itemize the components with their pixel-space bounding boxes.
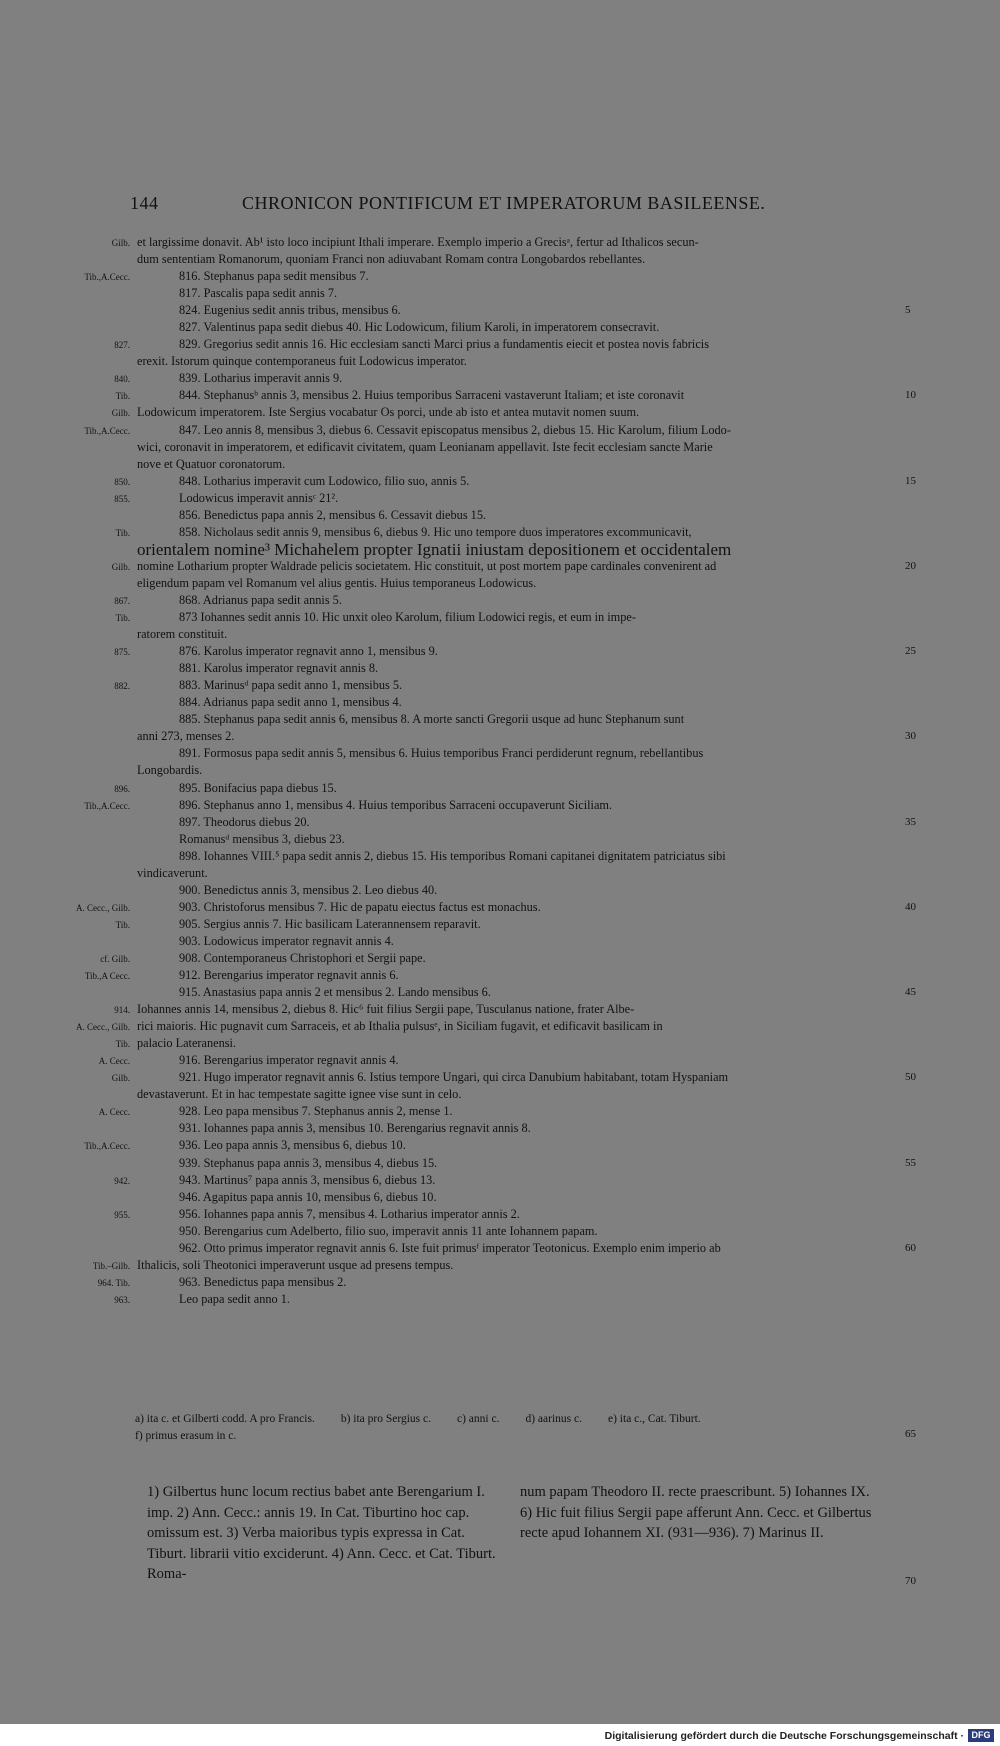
line-text: ratorem constituit. [137, 627, 228, 642]
line-text: 939. Stephanus papa annis 3, mensibus 4, diebus 15. [179, 1155, 438, 1170]
line-text: rici maioris. Hic pugnavit cum Sarraceis, et ab Ithalia pulsusᵉ, in Siciliam fugavit, et edificavit basilicam in [137, 1019, 663, 1034]
line-text: Leo papa sedit anno 1. [179, 1291, 290, 1306]
text-line [0, 404, 1000, 421]
text-line [0, 251, 1000, 268]
text-line [0, 950, 1000, 967]
apparatus-note: d) aarinus c. [525, 1413, 582, 1425]
text-line [0, 660, 1000, 677]
line-text: Iohannes annis 14, mensibus 2, diebus 8. Hic⁶ fuit filius Sergii pape, Tusculanus natione, frater Albe- [137, 1002, 635, 1017]
line-text: 827. Valentinus papa sedit diebus 40. Hic Lodowicum, filium Karoli, in imperatorem consecravit. [179, 320, 660, 335]
text-line [0, 831, 1000, 848]
footer-bar [0, 1724, 1000, 1746]
text-line [0, 745, 1000, 762]
line-number: 30 [905, 730, 916, 743]
source-siglum: 827. [114, 340, 130, 351]
source-siglum: A. Cecc., Gilb. [76, 902, 130, 913]
line-text: wici, coronavit in imperatorem, et edificavit civitatem, quam Leonianam appellavit. Iste fecit ecclesiam sancte Marie [137, 439, 713, 454]
source-siglum: 914. [114, 1005, 130, 1016]
notes-left-column: 1) Gilbertus hunc locum rectius babet ante Berengarium I. imp. 2) Ann. Cecc.: annis 19. In Cat. Tiburtino hoc cap. omissum est. 3) Verba maioribus typis expressa in Cat. Tiburt. librarii vitio exciderunt. 4) Ann. Cecc. et Cat. Tiburt. Roma- [147, 1484, 496, 1582]
text-line [0, 694, 1000, 711]
source-siglum: A. Cecc. [98, 1107, 130, 1118]
text-line [0, 422, 1000, 439]
text-line [0, 1137, 1000, 1154]
source-siglum: cf. Gilb. [100, 953, 130, 964]
text-line [0, 1086, 1000, 1103]
source-siglum: 963. [114, 1294, 130, 1305]
line-text: et largissime donavit. Ab¹ isto loco incipiunt Ithali imperare. Exemplo imperio a Grecisᵃ, fertur ad Ithalicos secun- [137, 235, 699, 249]
apparatus-note: b) ita pro Sergius c. [340, 1413, 431, 1425]
text-line [0, 592, 1000, 609]
line-number: 35 [905, 815, 916, 828]
textual-apparatus [135, 1411, 905, 1445]
text-line [0, 797, 1000, 814]
source-siglum: 867. [114, 595, 130, 606]
line-text: Longobardis. [137, 763, 203, 778]
text-line [0, 507, 1000, 524]
text-line [0, 1274, 1000, 1291]
line-text: 817. Pascalis papa sedit annis 7. [179, 286, 338, 301]
line-text: 844. Stephanusᵇ annis 3, mensibus 2. Huius temporibus Sarraceni vastaverunt Italiam; et iste coronavit [179, 388, 685, 403]
source-siglum: Tib.–Gilb. [92, 1260, 130, 1271]
line-text: 824. Eugenius sedit annis tribus, mensibus 6. [179, 303, 401, 318]
line-text: orientalem nomine³ Michahelem propter Ignatii iniustam depositionem et occidentalem [137, 539, 732, 559]
source-siglum: 875. [114, 647, 130, 658]
text-line [0, 439, 1000, 456]
text-line [0, 234, 1000, 251]
text-line [0, 353, 1000, 370]
source-siglum: Tib. [115, 1039, 130, 1050]
text-line [0, 1018, 1000, 1035]
text-line [0, 1103, 1000, 1120]
line-text: 873 Iohannes sedit annis 10. Hic unxit oleo Karolum, filium Lodowici regis, et eum in impe- [179, 610, 636, 625]
line-text: 839. Lotharius imperavit annis 9. [179, 371, 343, 386]
line-text: nomine Lotharium propter Waldrade pelicis societatem. Hic constituit, ut post mortem pape cardinales convenirent ad [137, 558, 717, 573]
text-line [0, 456, 1000, 473]
text-line [0, 814, 1000, 831]
text-line [0, 711, 1000, 728]
line-number: 25 [905, 645, 916, 658]
source-siglum: 855. [114, 493, 130, 504]
line-text: 868. Adrianus papa sedit annis 5. [179, 592, 342, 607]
text-line [0, 268, 1000, 285]
text-line [0, 967, 1000, 984]
text-line [0, 1223, 1000, 1240]
line-number: 50 [905, 1071, 916, 1084]
source-siglum: Tib.,A.Cecc. [84, 272, 130, 283]
line-text: 884. Adrianus papa sedit anno 1, mensibus 4. [179, 695, 402, 710]
line-text: 896. Stephanus anno 1, mensibus 4. Huius temporibus Sarraceni occupaverunt Siciliam. [179, 797, 613, 812]
line-text: 900. Benedictus annis 3, mensibus 2. Leo diebus 40. [179, 882, 438, 897]
line-text: 897. Theodorus diebus 20. [179, 814, 310, 829]
source-siglum: 964. Tib. [97, 1277, 130, 1288]
text-line [0, 1069, 1000, 1086]
apparatus-note: c) anni c. [457, 1413, 500, 1425]
text-line [0, 728, 1000, 745]
apparatus-row [135, 1428, 905, 1445]
line-text: 943. Martinus⁷ papa annis 3, mensibus 6, diebus 13. [179, 1172, 436, 1187]
text-line [0, 370, 1000, 387]
text-line [0, 626, 1000, 643]
line-text: 928. Leo papa mensibus 7. Stephanus annis 2, mense 1. [179, 1104, 453, 1119]
text-line [0, 899, 1000, 916]
text-line [0, 1172, 1000, 1189]
text-line [0, 336, 1000, 353]
text-line [0, 882, 1000, 899]
source-siglum: Tib. [115, 527, 130, 538]
apparatus-row [135, 1411, 905, 1428]
line-text: 916. Berengarius imperator regnavit annis 4. [179, 1053, 399, 1068]
line-number: 5 [905, 304, 911, 317]
source-siglum: 882. [114, 681, 130, 692]
apparatus-note: a) ita c. et Gilberti codd. A pro Francis. [135, 1413, 315, 1425]
source-siglum: Tib. [115, 613, 130, 624]
source-siglum: 896. [114, 783, 130, 794]
text-line [0, 1120, 1000, 1137]
line-text: 891. Formosus papa sedit annis 5, mensibus 6. Huius temporibus Franci perdiderunt regnum, rebellantibus [179, 746, 704, 761]
apparatus-note: f) primus erasum in c. [135, 1430, 237, 1442]
source-siglum: Tib. [115, 391, 130, 402]
line-text: 895. Bonifacius papa diebus 15. [179, 780, 337, 795]
digitization-credit: Digitalisierung gefördert durch die Deutsche Forschungsgemeinschaft · [604, 1730, 964, 1742]
line-text: 883. Marinusᵈ papa sedit anno 1, mensibus 5. [179, 678, 403, 693]
line-text: Ithalicis, soli Theotonici imperaverunt usque ad presens tempus. [137, 1257, 454, 1272]
line-text: erexit. Istorum quinque contemporaneus fuit Lodowicus imperator. [137, 354, 467, 369]
line-text: 829. Gregorius sedit annis 16. Hic ecclesiam sancti Marci prius a fundamentis eiecit et postea novis fabricis [179, 337, 709, 352]
source-siglum: 840. [114, 374, 130, 385]
text-line [0, 865, 1000, 882]
line-text: 847. Leo annis 8, mensibus 3, diebus 6. Cessavit episcopatus mensibus 2, diebus 15. Hic Karolum, filium Lodo- [179, 422, 731, 437]
text-line [0, 387, 1000, 404]
line-text: 898. Iohannes VIII.⁵ papa sedit annis 2, diebus 15. His temporibus Romani capitanei dignitatem patriciatus sibi [179, 848, 726, 863]
line-text: Lodowicus imperavit annisᶜ 21². [179, 490, 339, 505]
line-text: nove et Quatuor coronatorum. [137, 456, 286, 471]
text-line [0, 933, 1000, 950]
line-text: 931. Iohannes papa annis 3, mensibus 10. Berengarius regnavit annis 8. [179, 1121, 531, 1136]
chronicle-text [0, 234, 1000, 1308]
line-text: Lodowicum imperatorem. Iste Sergius vocabatur Os porci, unde ab isto et antea mutavit nomen suum. [137, 405, 640, 420]
line-text: anni 273, menses 2. [137, 729, 235, 744]
line-text: eligendum papam vel Romanum vel alius gentis. Huius temporaneus Lodowicus. [137, 575, 537, 590]
line-text: 946. Agapitus papa annis 10, mensibus 6, diebus 10. [179, 1189, 437, 1204]
line-text: 816. Stephanus papa sedit mensibus 7. [179, 269, 369, 284]
source-siglum: 955. [114, 1209, 130, 1220]
running-title: CHRONICON PONTIFICUM ET IMPERATORUM BASILEENSE. [242, 193, 766, 213]
text-line [0, 984, 1000, 1001]
source-siglum: A. Cecc., Gilb. [76, 1022, 130, 1033]
text-line [0, 677, 1000, 694]
source-siglum: 850. [114, 476, 130, 487]
line-text: vindicaverunt. [137, 865, 208, 880]
text-line [0, 473, 1000, 490]
text-line [0, 302, 1000, 319]
page-number: 144 [130, 193, 159, 213]
text-line [0, 575, 1000, 592]
text-line [0, 609, 1000, 626]
text-line [0, 1155, 1000, 1172]
text-line [0, 319, 1000, 336]
line-text: 962. Otto primus imperator regnavit annis 6. Iste fuit primusᶠ imperator Teotonicus. Exemplo enim imperio ab [179, 1240, 721, 1255]
line-number: 65 [905, 1428, 916, 1440]
source-siglum: Tib.,A.Cecc. [84, 425, 130, 436]
apparatus-note: e) ita c., Cat. Tiburt. [608, 1413, 701, 1425]
line-text: 903. Lodowicus imperator regnavit annis 4. [179, 933, 394, 948]
line-number: 60 [905, 1241, 916, 1254]
text-line [0, 1257, 1000, 1274]
source-siglum: Tib. [115, 919, 130, 930]
text-line [0, 643, 1000, 660]
line-text: Romanusᵈ mensibus 3, diebus 23. [179, 831, 345, 846]
text-line [0, 1240, 1000, 1257]
text-line [0, 285, 1000, 302]
line-text: 885. Stephanus papa sedit annis 6, mensibus 8. A morte sancti Gregorii usque ad hunc Stephanum sunt [179, 712, 685, 727]
source-siglum: Tib.,A Cecc. [84, 971, 130, 982]
dfg-logo: DFG [968, 1729, 994, 1742]
line-text: 950. Berengarius cum Adelberto, filio suo, imperavit annis 11 ante Iohannem papam. [179, 1223, 598, 1238]
line-text: devastaverunt. Et in hac tempestate sagitte ignee vise sunt in celo. [137, 1087, 462, 1102]
line-text: 858. Nicholaus sedit annis 9, mensibus 6, diebus 9. Hic uno tempore duos imperatores excommunicavit, [179, 524, 692, 539]
text-line [0, 848, 1000, 865]
source-siglum: Gilb. [111, 561, 130, 572]
source-siglum: Gilb. [111, 408, 130, 419]
line-number: 70 [905, 1575, 916, 1587]
source-siglum: Tib.,A.Cecc. [84, 800, 130, 811]
line-text: 881. Karolus imperator regnavit annis 8. [179, 661, 379, 676]
line-text: 921. Hugo imperator regnavit annis 6. Istius tempore Ungari, qui circa Danubium habitabant, totam Hyspaniam [179, 1070, 729, 1085]
text-line [0, 490, 1000, 507]
notes-right-column: num papam Theodoro II. recte praescribunt. 5) Iohannes IX. 6) Hic fuit filius Sergii pape afferunt Ann. Cecc. et Gilbertus recte apud Iohannem XI. (931—936). 7) Marinus II. [520, 1484, 872, 1541]
text-line [0, 1189, 1000, 1206]
line-number: 10 [905, 389, 916, 402]
line-text: dum sententiam Romanorum, quoniam Franci non adiuvabant Romam contra Longobardos rebellantes. [137, 252, 646, 267]
source-siglum: 942. [114, 1175, 130, 1186]
line-text: 915. Anastasius papa annis 2 et mensibus 2. Lando mensibus 6. [179, 985, 491, 1000]
line-text: 856. Benedictus papa annis 2, mensibus 6. Cessavit diebus 15. [179, 507, 487, 522]
text-line [0, 916, 1000, 933]
source-siglum: Gilb. [111, 1073, 130, 1084]
line-text: 876. Karolus imperator regnavit anno 1, mensibus 9. [179, 644, 438, 659]
text-line [0, 780, 1000, 797]
line-text: 905. Sergius annis 7. Hic basilicam Laterannensem reparavit. [179, 916, 481, 931]
line-number: 55 [905, 1156, 916, 1169]
text-line [0, 1035, 1000, 1052]
text-line [0, 541, 1000, 558]
line-number: 15 [905, 474, 916, 487]
line-text: palacio Lateranensi. [137, 1036, 237, 1051]
line-text: 848. Lotharius imperavit cum Lodowico, filio suo, annis 5. [179, 473, 470, 488]
source-siglum: A. Cecc. [98, 1056, 130, 1067]
line-text: 963. Benedictus papa mensibus 2. [179, 1274, 347, 1289]
line-text: 903. Christoforus mensibus 7. Hic de papatu eiectus factus est monachus. [179, 899, 541, 914]
text-line [0, 762, 1000, 779]
line-number: 45 [905, 986, 916, 999]
line-number: 20 [905, 559, 916, 572]
text-line [0, 524, 1000, 541]
line-text: 956. Iohannes papa annis 7, mensibus 4. Lotharius imperator annis 2. [179, 1206, 520, 1221]
text-line [0, 1001, 1000, 1018]
source-siglum: Tib.,A.Cecc. [84, 1141, 130, 1152]
text-line [0, 1052, 1000, 1069]
text-line [0, 1291, 1000, 1308]
line-text: 912. Berengarius imperator regnavit annis 6. [179, 968, 399, 983]
line-text: 908. Contemporaneus Christophori et Sergii pape. [179, 950, 426, 965]
line-text: 936. Leo papa annis 3, mensibus 6, diebus 10. [179, 1138, 406, 1153]
text-line [0, 1206, 1000, 1223]
line-number: 40 [905, 900, 916, 913]
source-siglum: Gilb. [111, 238, 130, 248]
text-line [0, 558, 1000, 575]
